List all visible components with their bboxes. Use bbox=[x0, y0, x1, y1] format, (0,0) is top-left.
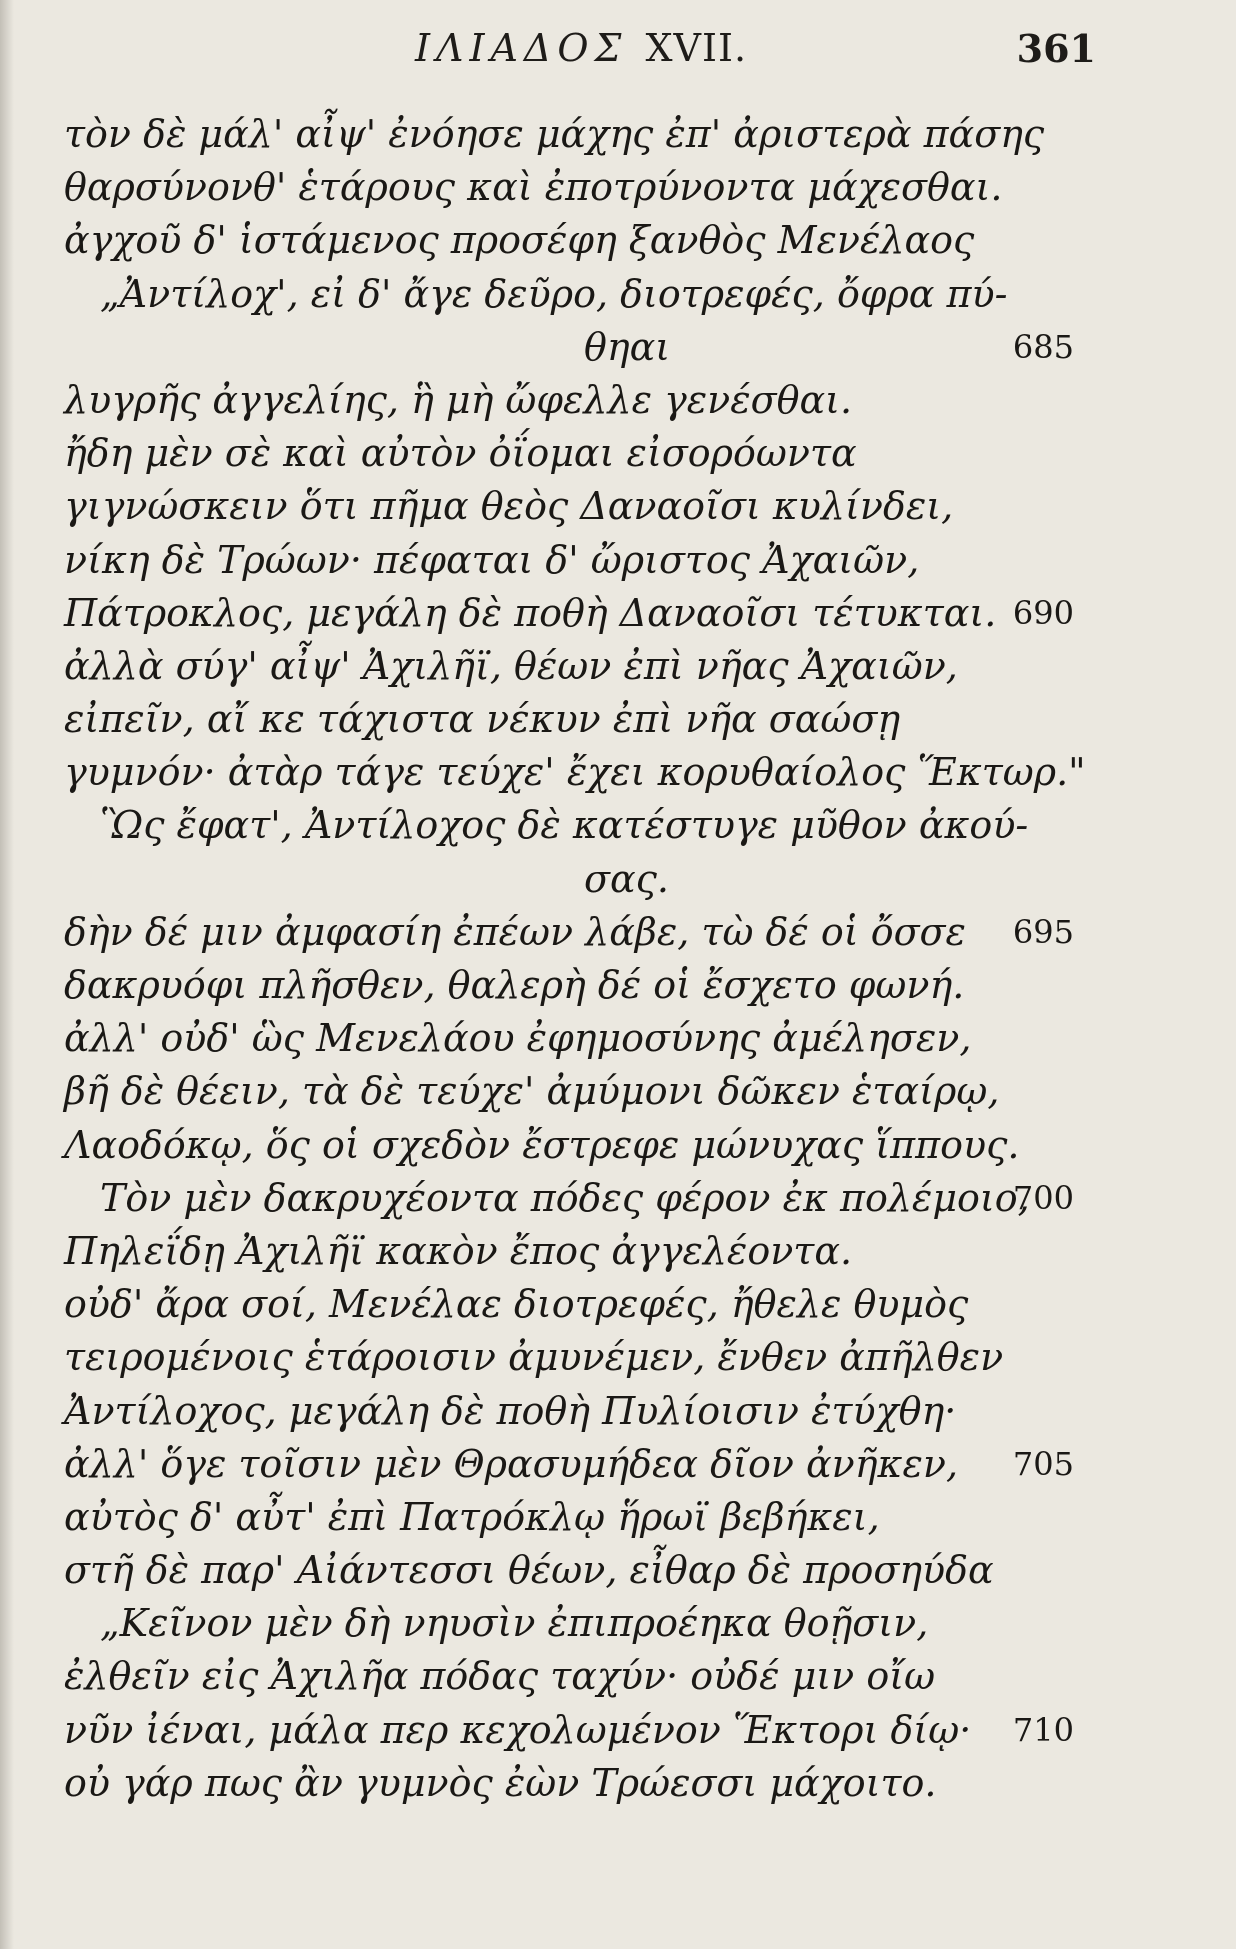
verse-line bbox=[64, 534, 1074, 587]
verse-line bbox=[64, 1650, 1074, 1703]
verse-text: τὸν δὲ μάλ' αἶψ' ἐνόησε μάχης ἐπ' ἀριστερὰ πάσης bbox=[64, 112, 1045, 156]
verse-line bbox=[64, 427, 1074, 480]
verse-line bbox=[64, 1065, 1074, 1118]
verse-text: λυγρῆς ἀγγελίης, ἣ μὴ ὤφελλε γενέσθαι. bbox=[64, 377, 853, 422]
verse-text: Λαοδόκῳ, ὅς οἱ σχεδὸν ἔστρεφε μώνυχας ἵππους. bbox=[64, 1122, 1020, 1167]
verse-text: δὴν δέ μιν ἀμφασίη ἐπέων λάβε, τὼ δέ οἱ ὄσσε bbox=[64, 909, 966, 954]
verse-line bbox=[64, 1278, 1074, 1331]
book-number: XVII. bbox=[645, 26, 748, 70]
line-number: 700 bbox=[1012, 1178, 1074, 1217]
verse-text: „Ἀντίλοχ', εἰ δ' ἄγε δεῦρο, διοτρεφές, ὄφρα πύ- bbox=[100, 271, 1008, 316]
verse-text: Πάτροκλος, μεγάλη δὲ ποθὴ Δαναοῖσι τέτυκται. bbox=[64, 590, 997, 635]
verse-text: Ἀντίλοχος, μεγάλη δὲ ποθὴ Πυλίοισιν ἐτύχθη· bbox=[64, 1388, 957, 1433]
verse-text: ἀγχοῦ δ' ἱστάμενος προσέφη ξανθὸς Μενέλαος bbox=[64, 218, 975, 263]
verse-line bbox=[64, 799, 1074, 852]
verse-text: οὐ γάρ πως ἂν γυμνὸς ἐὼν Τρώεσσι μάχοιτο. bbox=[64, 1760, 937, 1805]
verse-text: ἀλλ' οὐδ' ὣς Μενελάου ἐφημοσύνης ἀμέλησεν, bbox=[64, 1016, 972, 1061]
page-edge-shadow bbox=[0, 0, 14, 1949]
verse-line bbox=[64, 108, 1074, 161]
verse-text: ἐλθεῖν εἰς Ἀχιλῆα πόδας ταχύν· οὐδέ μιν οἴω bbox=[64, 1654, 936, 1699]
verse-text-block bbox=[64, 108, 1086, 1810]
verse-line bbox=[64, 1704, 1074, 1757]
verse-text: νῦν ἰέναι, μάλα περ κεχολωμένον Ἕκτορι δίῳ· bbox=[64, 1707, 972, 1752]
verse-line bbox=[64, 693, 1074, 746]
verse-line bbox=[64, 480, 1074, 533]
verse-text: „Κεῖνον μὲν δὴ νηυσὶν ἐπιπροέηκα θοῇσιν, bbox=[100, 1601, 929, 1646]
verse-text: γυμνόν· ἀτὰρ τάγε τεύχε' ἔχει κορυθαίολος Ἕκτωρ." bbox=[64, 750, 1086, 795]
verse-line bbox=[64, 1385, 1074, 1438]
verse-text: θηαι bbox=[584, 324, 671, 369]
verse-line bbox=[64, 374, 1074, 427]
book-title: ΙΛΙΑΔΟΣ bbox=[415, 26, 628, 70]
verse-text: θαρσύνονθ' ἑτάρους καὶ ἐποτρύνοντα μάχεσθαι. bbox=[64, 165, 1003, 210]
verse-line bbox=[64, 906, 1074, 959]
verse-line bbox=[64, 1544, 1074, 1597]
verse-text: Ὣς ἔφατ', Ἀντίλοχος δὲ κατέστυγε μῦθον ἀκού- bbox=[100, 803, 1029, 848]
verse-text: αὐτὸς δ' αὖτ' ἐπὶ Πατρόκλῳ ἥρωϊ βεβήκει, bbox=[64, 1494, 880, 1539]
verse-text: εἰπεῖν, αἴ κε τάχιστα νέκυν ἐπὶ νῆα σαώσῃ bbox=[64, 697, 901, 742]
verse-text: οὐδ' ἄρα σοί, Μενέλαε διοτρεφές, ἤθελε θυμὸς bbox=[64, 1282, 969, 1327]
verse-line bbox=[64, 1597, 1074, 1650]
verse-text: ἀλλὰ σύγ' αἶψ' Ἀχιλῆϊ, θέων ἐπὶ νῆας Ἀχαιῶν, bbox=[64, 643, 958, 688]
line-number: 695 bbox=[1012, 912, 1074, 951]
verse-text: βῆ δὲ θέειν, τὰ δὲ τεύχε' ἀμύμονι δῶκεν ἑταίρῳ, bbox=[64, 1069, 1000, 1114]
verse-line bbox=[64, 1012, 1074, 1065]
verse-line bbox=[64, 214, 1074, 267]
line-number: 705 bbox=[1012, 1444, 1074, 1483]
page-number: 361 bbox=[1016, 26, 1096, 71]
verse-line bbox=[64, 959, 1074, 1012]
verse-text: τειρομένοις ἑτάροισιν ἀμυνέμεν, ἔνθεν ἀπῆλθεν bbox=[64, 1335, 1004, 1380]
verse-text: Πηλεΐδῃ Ἀχιλῆϊ κακὸν ἔπος ἀγγελέοντα. bbox=[64, 1228, 853, 1273]
verse-text: ἤδη μὲν σὲ καὶ αὐτὸν ὀΐομαι εἰσορόωντα bbox=[64, 431, 857, 476]
page-header bbox=[70, 22, 1096, 82]
line-number: 685 bbox=[1012, 327, 1074, 366]
verse-text: σας. bbox=[584, 856, 669, 901]
verse-line bbox=[64, 1491, 1074, 1544]
verse-text: στῆ δὲ παρ' Αἰάντεσσι θέων, εἶθαρ δὲ προσηύδα bbox=[64, 1548, 994, 1593]
verse-line bbox=[64, 746, 1086, 799]
verse-line bbox=[64, 1172, 1074, 1225]
verse-line bbox=[64, 1225, 1074, 1278]
line-number: 690 bbox=[1012, 593, 1074, 632]
verse-line bbox=[64, 1757, 1074, 1810]
verse-line bbox=[64, 853, 1074, 906]
running-title bbox=[415, 26, 747, 70]
verse-line bbox=[64, 1119, 1074, 1172]
verse-line bbox=[64, 640, 1074, 693]
verse-text: δακρυόφι πλῆσθεν, θαλερὴ δέ οἱ ἔσχετο φωνή. bbox=[64, 963, 965, 1007]
verse-line bbox=[64, 161, 1074, 214]
verse-text: γιγνώσκειν ὅτι πῆμα θεὸς Δαναοῖσι κυλίνδει, bbox=[64, 484, 954, 529]
verse-line bbox=[64, 587, 1074, 640]
line-number: 710 bbox=[1012, 1710, 1074, 1749]
verse-line bbox=[64, 1438, 1074, 1491]
verse-text: ἀλλ' ὅγε τοῖσιν μὲν Θρασυμήδεα δῖον ἀνῆκεν, bbox=[64, 1441, 959, 1486]
verse-text: Τὸν μὲν δακρυχέοντα πόδες φέρον ἐκ πολέμοιο, bbox=[100, 1175, 1030, 1220]
verse-line bbox=[64, 1331, 1074, 1384]
verse-line bbox=[64, 321, 1074, 374]
verse-line bbox=[64, 268, 1074, 321]
verse-text: νίκη δὲ Τρώων· πέφαται δ' ὤριστος Ἀχαιῶν, bbox=[64, 537, 920, 582]
